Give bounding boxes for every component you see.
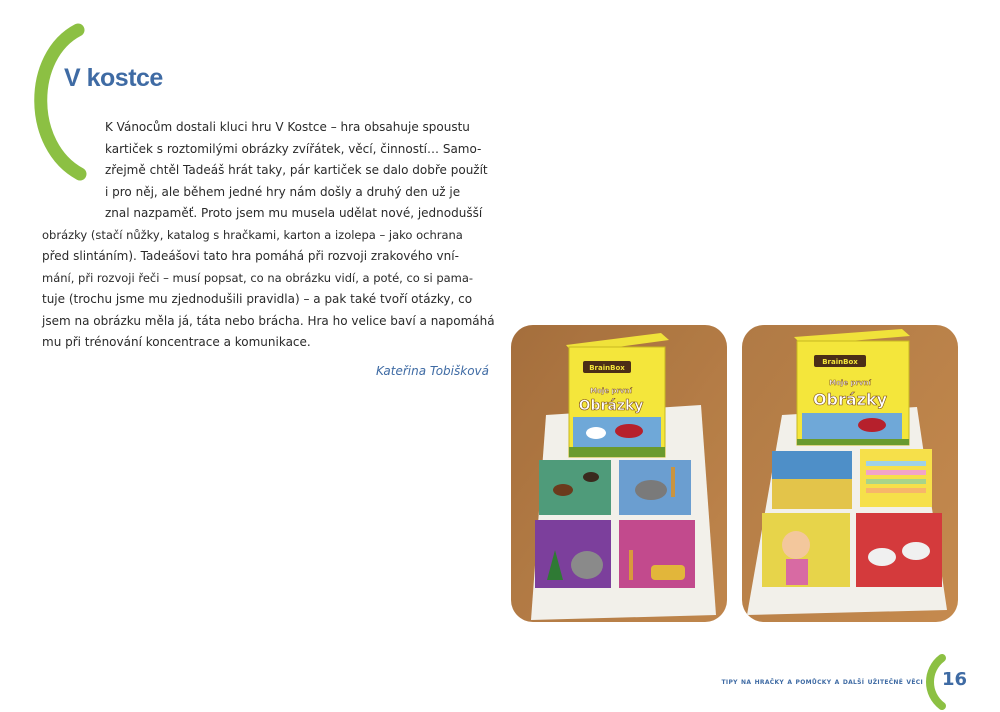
box-brand-text: BrainBox	[822, 358, 858, 366]
body-line: jsem na obrázku měla já, táta nebo brácha. Hra ho velice baví a napomáhá	[42, 313, 495, 328]
body-line: K Vánocům dostali kluci hru V Kostce – hra obsahuje spoustu	[105, 120, 470, 134]
box-subtitle-text: Moje první	[829, 379, 871, 387]
body-line: mání, při rozvoji řeči – musí popsat, co na obrázku vidí, a poté, co si pama-	[42, 270, 474, 285]
card-dogs-horses	[539, 460, 611, 515]
box-subtitle-text: Moje první	[590, 387, 632, 395]
box-brand-text: BrainBox	[589, 364, 625, 372]
body-line: znal nazpaměť. Proto jsem mu musela udělat nové, jednodušší	[105, 206, 483, 220]
body-line: mu při trénování koncentrace a komunikace.	[42, 335, 311, 349]
body-line: obrázky (stačí nůžky, katalog s hračkami, karton a izolepa – jako ochrana	[42, 227, 463, 242]
body-line: zřejmě chtěl Tadeáš hrát taky, pár kartiček se dalo dobře použít	[105, 163, 488, 177]
photo-game-box-with-cards-1	[511, 325, 727, 622]
footer-section-label: tipy na hračky a pomůcky a další užitečné věci	[721, 677, 923, 687]
green-arc-decoration	[18, 16, 108, 196]
game-box	[794, 329, 910, 445]
photo-game-box-with-cards-2	[742, 325, 958, 622]
body-line: i pro něj, ale během jedné hry nám došly a druhý den už je	[105, 184, 461, 199]
box-title-text: Obrázky	[812, 390, 888, 409]
card-list	[860, 449, 932, 507]
article-author: Kateřina Tobišková	[375, 364, 489, 378]
box-title-text: Obrázky	[578, 398, 644, 414]
body-line: před slintáním). Tadeášovi tato hra pomáhá při rozvoji zrakového vní-	[42, 249, 459, 263]
card-pine-elephant	[535, 520, 611, 588]
body-line: tuje (trochu jsme mu zjednodušili pravidla) – a pak také tvoří otázky, co	[42, 292, 473, 306]
game-box	[566, 333, 669, 457]
body-line: kartiček s roztomilými obrázky zvířátek, věcí, činností… Samo-	[105, 141, 482, 156]
page-number: 16	[942, 669, 968, 690]
article-title: V kostce	[64, 64, 163, 92]
